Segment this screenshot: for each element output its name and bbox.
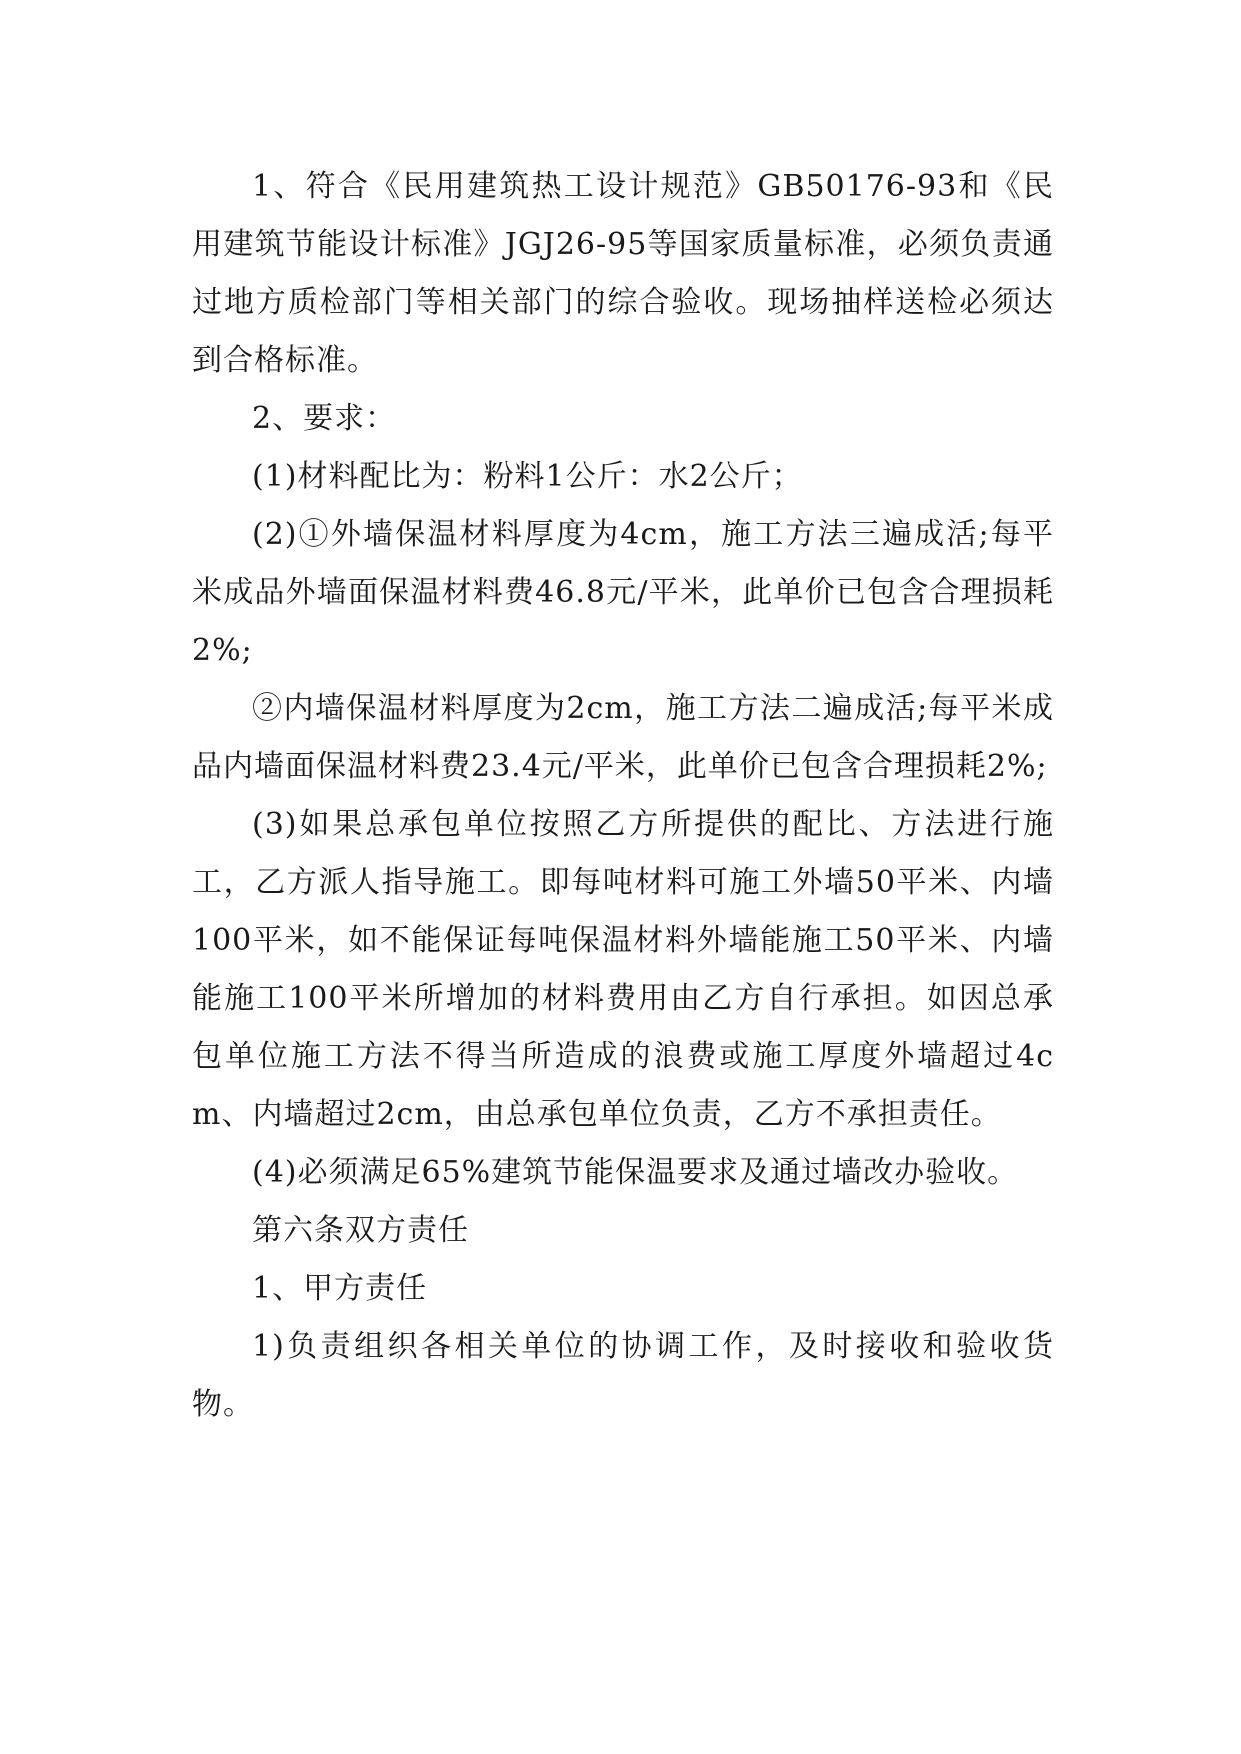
requirement-2a-exterior-wall: (2)①外墙保温材料厚度为4cm，施工方法三遍成活;每平米成品外墙面保温材料费46.8元/平米，此单价已包含合理损耗2%; <box>192 517 1054 668</box>
requirement-4-energy-saving: (4)必须满足65%建筑节能保温要求及通过墙改办验收。 <box>252 1155 1019 1190</box>
requirement-2b-interior-wall: ②内墙保温材料厚度为2cm，施工方法二遍成活;每平米成品内墙面保温材料费23.4元/平米，此单价已包含合理损耗2%; <box>192 691 1054 784</box>
document-body <box>192 158 1054 1434</box>
clause-1-quality-standard: 1、符合《民用建筑热工设计规范》GB50176-93和《民用建筑节能设计标准》JGJ26-95等国家质量标准，必须负责通过地方质检部门等相关部门的综合验收。现场抽样送检必须达到合格标准。 <box>192 169 1054 378</box>
clause-2-requirements-heading: 2、要求： <box>252 401 397 436</box>
party-a-responsibility-item-1: 1)负责组织各相关单位的协调工作，及时接收和验收货物。 <box>192 1329 1054 1422</box>
requirement-3-construction-guidance: (3)如果总承包单位按照乙方所提供的配比、方法进行施工，乙方派人指导施工。即每吨材料可施工外墙50平米、内墙100平米，如不能保证每吨保温材料外墙能施工50平米、内墙能施工100平米所增加的材料费用由乙方自行承担。如因总承包单位施工方法不得当所造成的浪费或施工厚度外墙超过4cm、内墙超过2cm，由总承包单位负责，乙方不承担责任。 <box>192 807 1054 1132</box>
requirement-1-mix-ratio: (1)材料配比为：粉料1公斤：水2公斤； <box>252 459 803 494</box>
party-a-responsibility-heading: 1、甲方责任 <box>252 1271 428 1306</box>
article-6-heading: 第六条双方责任 <box>252 1213 469 1248</box>
